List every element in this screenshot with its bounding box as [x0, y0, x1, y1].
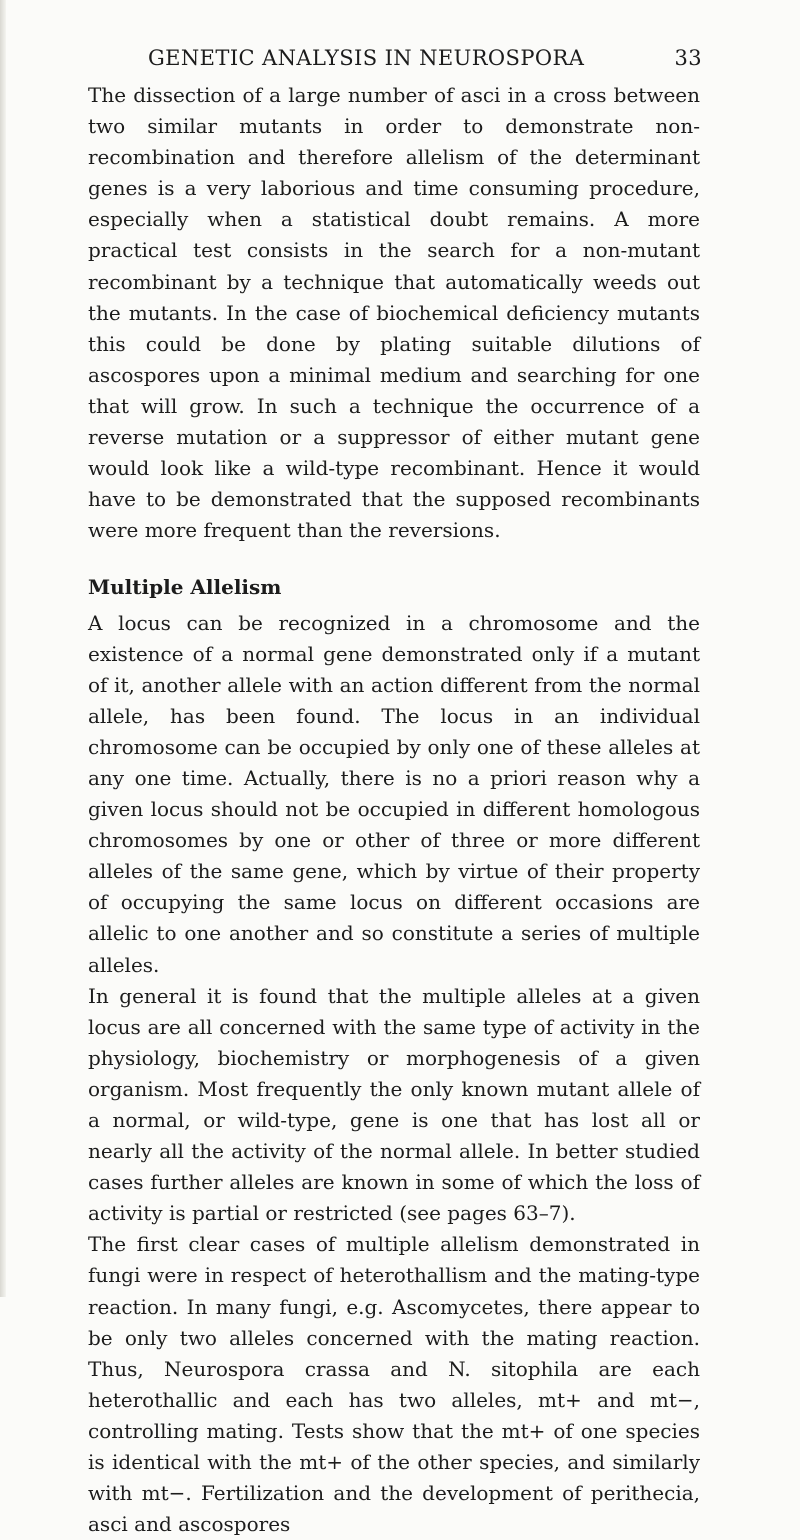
running-head	[88, 46, 702, 74]
paragraph-2: A locus can be recognized in a chromosome and the existence of a normal gene demonstrated only if a mutant of it, another allele with an action different from the normal allele, has been found. The locus in an individual chromosome can be occupied by only one of these alleles at any one time. Actually, there is no a priori reason why a given locus should not be occupied in different homologous chromosomes by one or other of three or more different alleles of the same gene, which by virtue of their property of occupying the same locus on different occasions are allelic to one another and so constitute a series of multiple alleles.	[88, 610, 700, 977]
page-number: 33	[674, 46, 702, 70]
page-spine-shadow	[0, 0, 6, 1297]
paragraph-3: In general it is found that the multiple alleles at a given locus are all concerned with the same type of activity in the physiology, biochemistry or morphogenesis of a given organism. Most frequently the only known mutant allele of a normal, or wild-type, gene is one that has lost all or nearly all the activity of the normal allele. In better studied cases further alleles are known in some of which the loss of activity is partial or restricted (see pages 63–7).	[88, 983, 700, 1226]
section-heading: Multiple Allelism	[88, 575, 282, 600]
running-head-title: GENETIC ANALYSIS IN NEUROSPORA	[148, 46, 585, 70]
paragraph-1: The dissection of a large number of asci in a cross between two similar mutants in order to demonstrate non-recombination and therefore allelism of the determinant genes is a very laborious and time consuming procedure, especially when a statistical doubt remains. A more practical test consists in the search for a non-mutant recombinant by a technique that automatically weeds out the mutants. In the case of biochemical deficiency mutants this could be done by plating suitable dilutions of ascospores upon a minimal medium and searching for one that will grow. In such a technique the occurrence of a reverse mutation or a suppressor of either mutant gene would look like a wild-type recombinant. Hence it would have to be demonstrated that the supposed recombinants were more frequent than the reversions.	[88, 83, 700, 543]
body-text	[88, 80, 700, 1540]
paragraph-4: The first clear cases of multiple allelism demonstrated in fungi were in respect of heterothallism and the mating-type reaction. In many fungi, e.g. Ascomycetes, there appear to be only two alleles concerned with the mating reaction. Thus, Neurospora crassa and N. sitophila are each heterothallic and each has two alleles, mt+ and mt−, controlling mating. Tests show that the mt+ of one species is identical with the mt+ of the other species, and similarly with mt−. Fertilization and the development of perithecia, asci and ascospores	[88, 1232, 700, 1537]
